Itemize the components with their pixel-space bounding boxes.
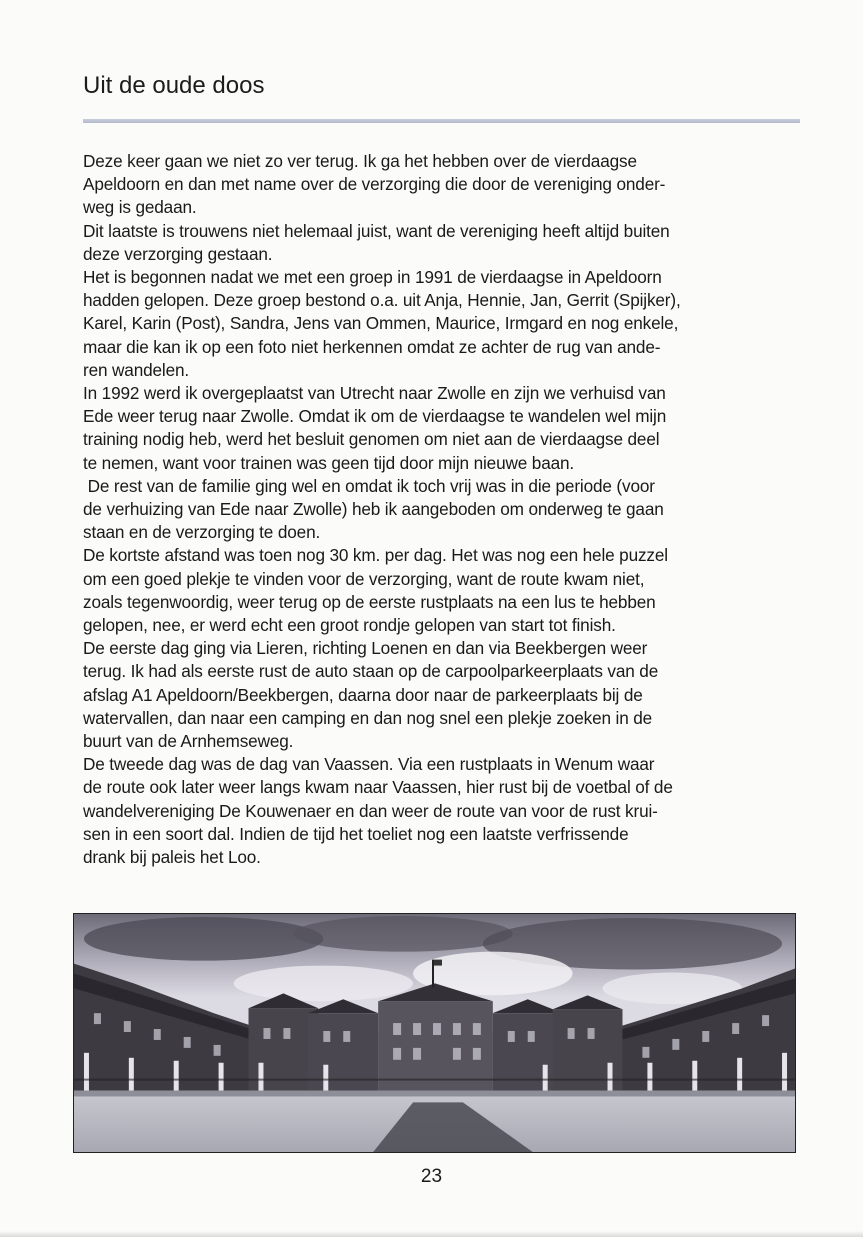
article-line: training nodig heb, werd het besluit genomen om niet aan de vierdaagse deel	[83, 429, 660, 450]
article-line: weg is gedaan.	[83, 197, 197, 218]
article-line: Deze keer gaan we niet zo ver terug. Ik ga het hebben over de vierdaagse	[83, 151, 637, 171]
article-line: In 1992 werd ik overgeplaatst van Utrecht naar Zwolle en zijn we verhuisd van	[83, 383, 666, 404]
article-line: de route ook later weer langs kwam naar Vaassen, hier rust bij de voetbal of de	[83, 777, 673, 798]
article-line: buurt van de Arnhemseweg.	[83, 731, 294, 752]
article-line: de verhuizing van Ede naar Zwolle) heb ik aangeboden om onderweg te gaan	[83, 499, 664, 520]
article-line: Karel, Karin (Post), Sandra, Jens van Ommen, Maurice, Irmgard en nog enkele,	[83, 313, 679, 334]
article-line: te nemen, want voor trainen was geen tijd door mijn nieuwe baan.	[83, 452, 575, 473]
article-line: maar die kan ik op een foto niet herkennen omdat ze achter de rug van ande-	[83, 336, 661, 357]
article-line: om een goed plekje te vinden voor de verzorging, want de route kwam niet,	[83, 568, 645, 589]
article-line: sen in een soort dal. Indien de tijd het toeliet nog een laatste verfrissende	[83, 823, 629, 844]
article-line: deze verzorging gestaan.	[83, 243, 273, 264]
page-edge-shadow	[0, 1231, 863, 1237]
article-line: De rest van de familie ging wel en omdat ik toch vrij was in die periode (voor	[83, 475, 655, 496]
article-line: De eerste dag ging via Lieren, richting Loenen en dan via Beekbergen weer	[83, 638, 648, 659]
article-line: drank bij paleis het Loo.	[83, 847, 261, 868]
article-line: watervallen, dan naar een camping en dan nog snel een plekje zoeken in de	[83, 707, 653, 728]
palace-photo	[73, 913, 796, 1153]
article-line: Het is begonnen nadat we met een groep in 1991 de vierdaagse in Apeldoorn	[83, 267, 662, 288]
article-body	[83, 150, 799, 869]
article-line: ren wandelen.	[83, 359, 190, 380]
article-line: terug. Ik had als eerste rust de auto staan op de carpoolparkeerplaats van de	[83, 661, 659, 682]
article-line: De tweede dag was de dag van Vaassen. Via een rustplaats in Wenum waar	[83, 754, 655, 775]
article-line: staan en de verzorging te doen.	[83, 522, 321, 543]
title-divider	[83, 119, 800, 123]
article-line: hadden gelopen. Deze groep bestond o.a. uit Anja, Hennie, Jan, Gerrit (Spijker),	[83, 290, 681, 311]
page-title: Uit de oude doos	[83, 72, 265, 99]
article-line: zoals tegenwoordig, weer terug op de eerste rustplaats na een lus te hebben	[83, 591, 656, 612]
article-line: wandelvereniging De Kouwenaer en dan weer de route van voor de rust krui-	[83, 800, 658, 821]
article-line: Dit laatste is trouwens niet helemaal juist, want de vereniging heeft altijd buiten	[83, 220, 670, 241]
article-line: gelopen, nee, er werd echt een groot rondje gelopen van start tot finish.	[83, 615, 616, 636]
page-number: 23	[420, 1166, 443, 1187]
article-line: Ede weer terug naar Zwolle. Omdat ik om de vierdaagse te wandelen wel mijn	[83, 406, 667, 427]
article-line: afslag A1 Apeldoorn/Beekbergen, daarna door naar de parkeerplaats bij de	[83, 684, 643, 705]
article-line: Apeldoorn en dan met name over de verzorging die door de vereniging onder-	[83, 174, 666, 195]
palace-photo-icon	[74, 914, 795, 1152]
article-line: De kortste afstand was toen nog 30 km. per dag. Het was nog een hele puzzel	[83, 545, 668, 566]
